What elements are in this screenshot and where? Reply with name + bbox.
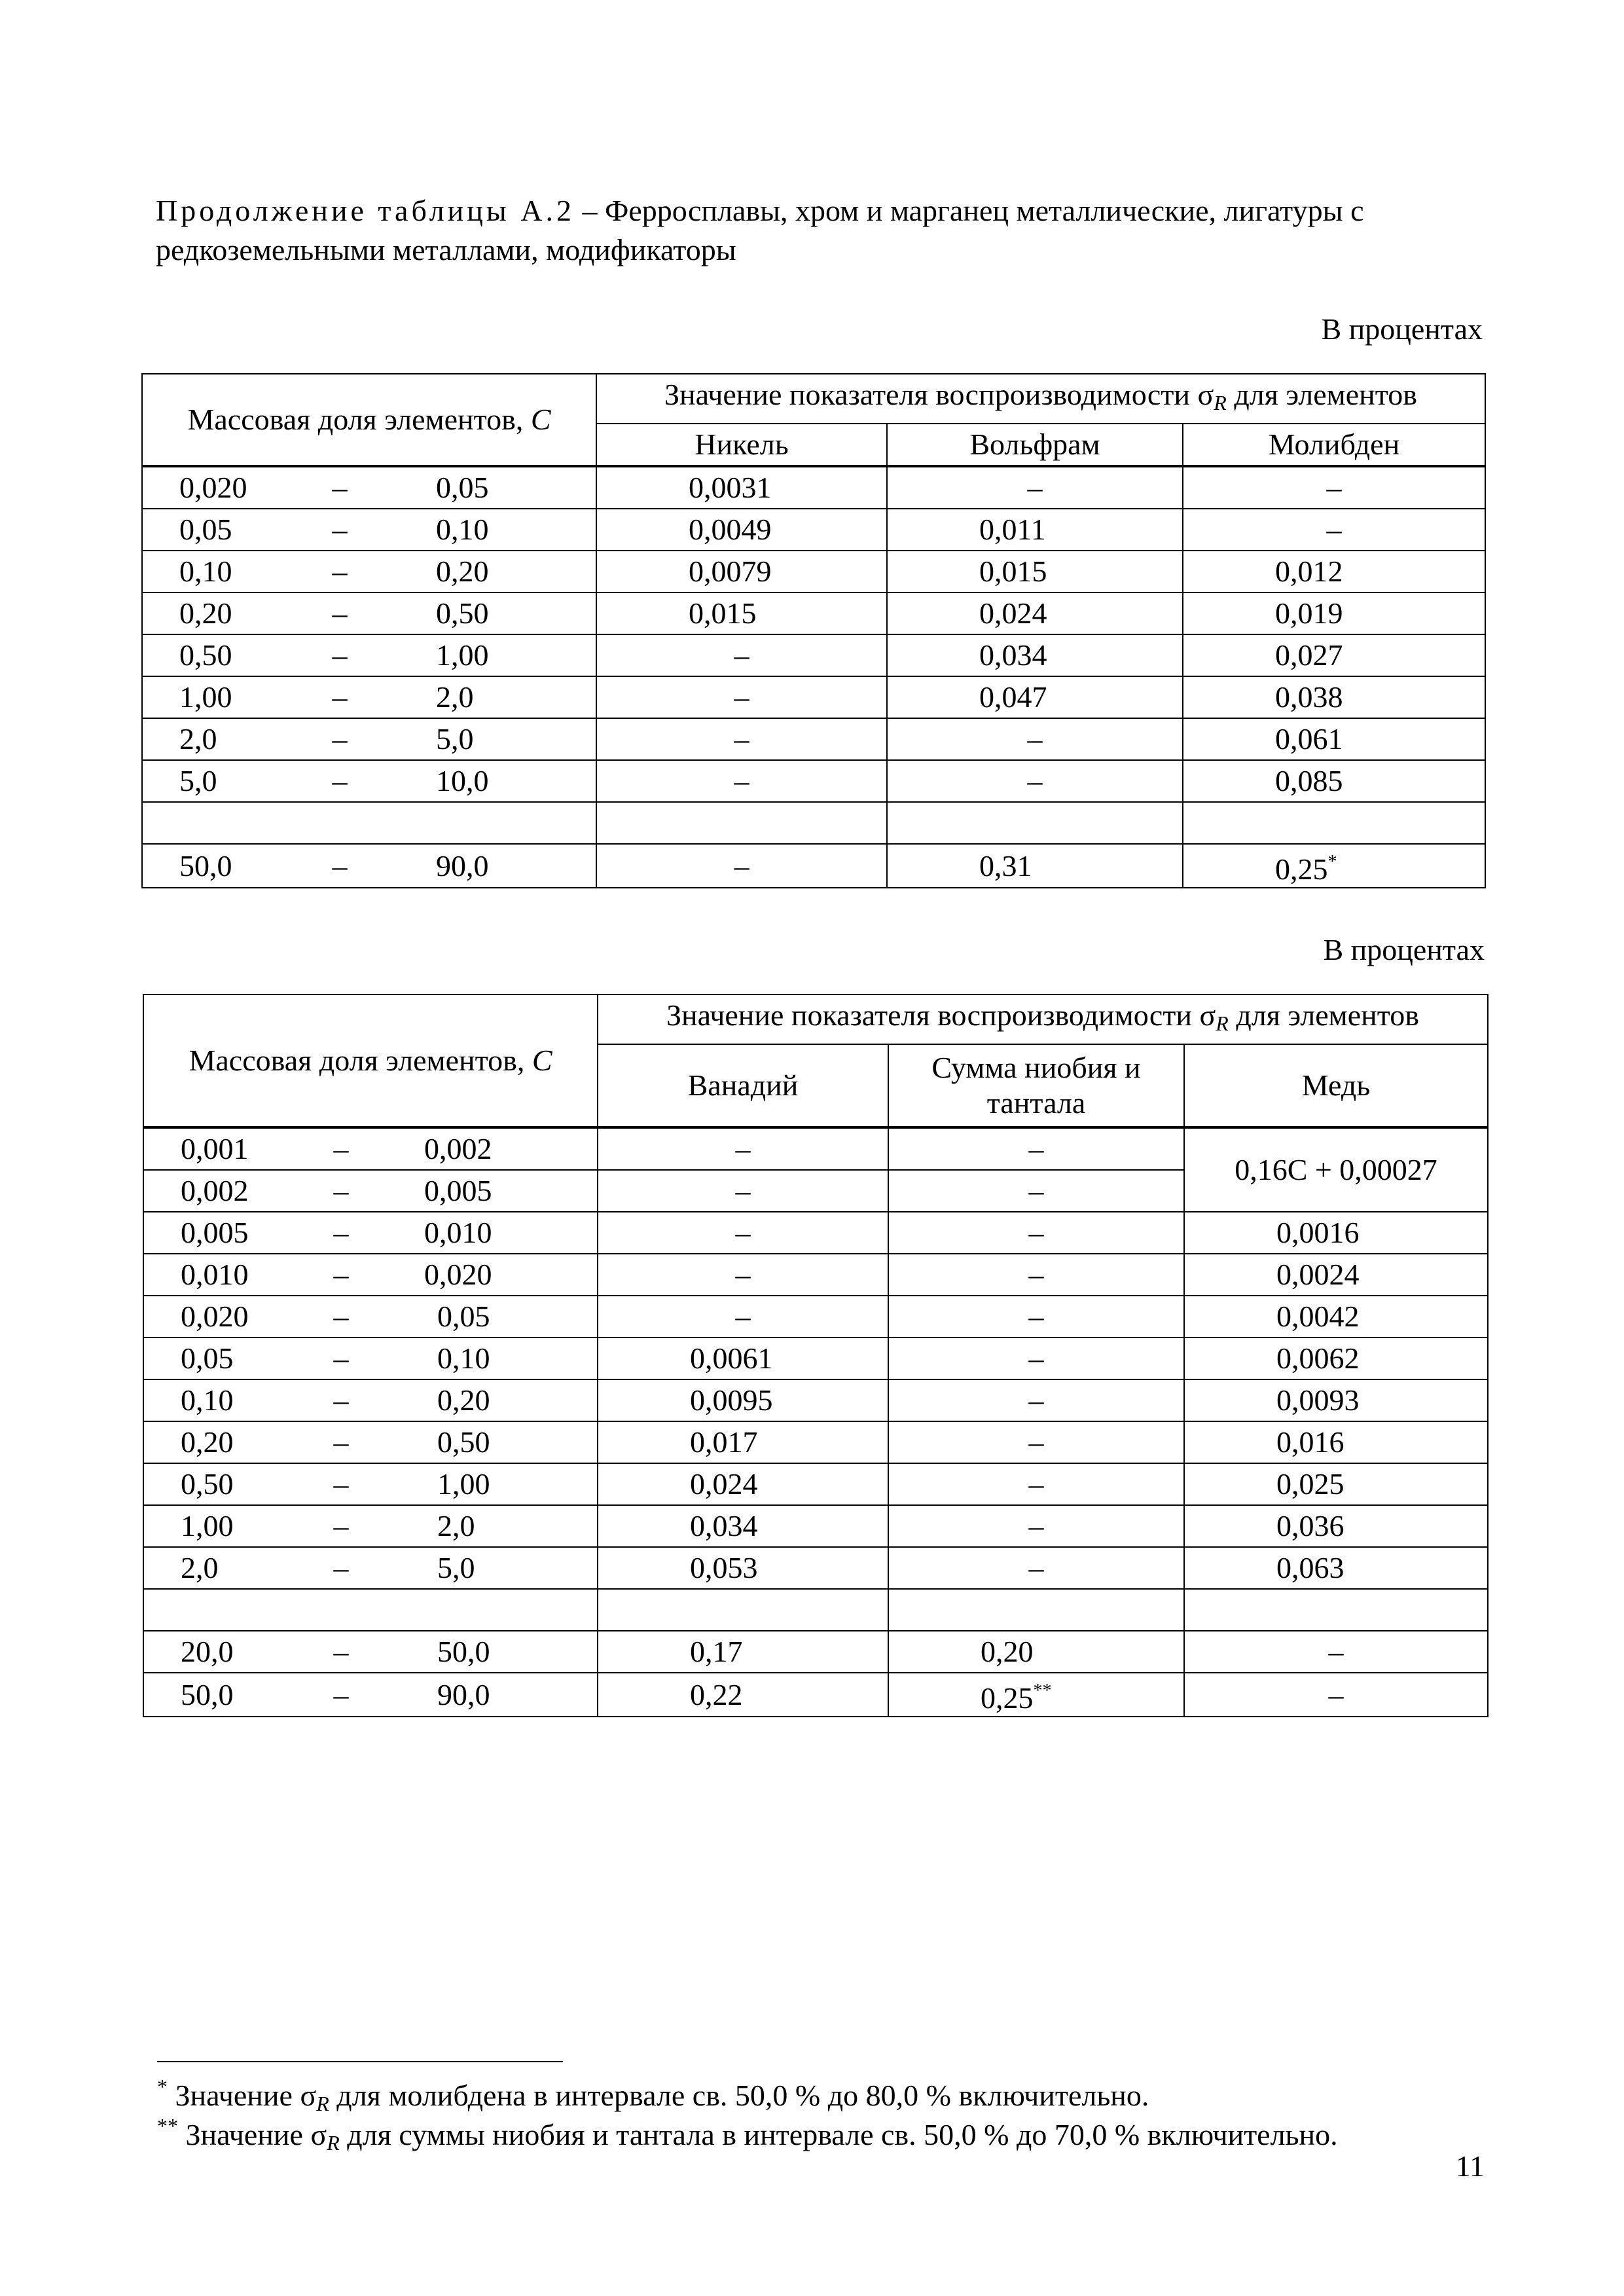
mass-range-cell [143,1421,598,1463]
value-cell: – [888,1212,1184,1254]
range-to: 0,020 [424,1258,492,1291]
value-cell: 0,0031 [596,466,887,509]
table-row [143,1673,1488,1717]
value-cell: 0,016 [1184,1421,1488,1463]
range-from: 0,50 [181,1467,234,1501]
range-from: 0,010 [181,1258,249,1291]
title-lead: Продолжение таблицы А.2 [156,194,575,227]
range-dash: – [333,1383,349,1417]
range-to: 0,05 [436,471,489,504]
value-cell: 0,0061 [598,1338,888,1379]
table-row-gap [143,1589,1488,1631]
table-row [142,844,1485,888]
value-cell: – [1184,1673,1488,1717]
range-from: 2,0 [181,1551,219,1584]
mass-range-cell [143,1673,598,1717]
value-cell: 0,027 [1183,634,1485,676]
table-row [142,676,1485,718]
value-cell: 0,20 [888,1631,1184,1673]
range-to: 2,0 [437,1509,475,1542]
table-row [143,1631,1488,1673]
value-cell: – [598,1212,888,1254]
value-cell: 0,025 [1184,1463,1488,1505]
value-cell: 0,053 [598,1547,888,1589]
footnote-2-text: Значение $\sigma_R$ для суммы ниобия и тантала в интервале св. 50,0 % до 70,0 % включительно. [185,2118,1338,2155]
range-to: 1,00 [436,638,489,672]
value-cell: – [1183,466,1485,509]
mass-range-cell [143,1547,598,1589]
table-row [142,718,1485,760]
value-cell: 0,017 [598,1421,888,1463]
value-cell: 0,25** [888,1673,1184,1717]
mass-range-cell [143,1170,598,1212]
table-row [143,1338,1488,1379]
range-dash: – [333,1509,349,1542]
merged-copper-formula-cell: 0,16C + 0,00027 [1184,1127,1488,1212]
mass-range-cell [143,1254,598,1296]
range-dash: – [332,680,348,714]
page-number: 11 [1455,2149,1485,2183]
range-to: 0,05 [437,1300,490,1333]
empty-cell [888,1589,1184,1631]
value-cell: 0,061 [1183,718,1485,760]
range-from: 0,002 [181,1174,249,1207]
mass-range-cell [143,1338,598,1379]
column-header-2: Медь [1184,1044,1488,1127]
range-from: 0,005 [181,1216,249,1249]
column-header-0: Ванадий [598,1044,888,1127]
range-to: 5,0 [436,722,474,756]
empty-cell [1184,1589,1488,1631]
mass-range-cell [142,718,596,760]
table-row [142,509,1485,551]
value-cell: 0,012 [1183,551,1485,592]
range-to: 0,50 [437,1425,490,1459]
range-to: 1,00 [437,1467,490,1501]
range-from: 50,0 [181,1677,234,1711]
value-cell: – [888,1421,1184,1463]
range-dash: – [332,638,348,672]
value-cell: 0,015 [887,551,1183,592]
column-header-0: Никель [596,424,887,466]
value-cell: – [887,718,1183,760]
value-cell: – [888,1505,1184,1547]
title-rest: – Ферросплавы, хром и марганец металлические, лигатуры с редкоземельными металлами, модификаторы [156,194,1364,266]
mass-range-cell [143,1296,598,1338]
value-cell: – [598,1254,888,1296]
range-to: 0,10 [436,513,489,546]
value-cell: – [598,1127,888,1170]
table-row [143,1505,1488,1547]
value-cell: 0,0016 [1184,1212,1488,1254]
range-dash: – [332,471,348,504]
value-cell: 0,0079 [596,551,887,592]
value-cell: – [888,1463,1184,1505]
value-cell: – [596,718,887,760]
value-cell: – [888,1379,1184,1421]
range-from: 1,00 [181,1509,234,1542]
range-to: 0,010 [424,1216,492,1249]
footnote-2-mark: ** [157,2114,178,2138]
range-dash: – [333,1551,349,1584]
value-cell: – [598,1170,888,1212]
table-row [142,466,1485,509]
range-dash: – [333,1677,349,1711]
range-from: 2,0 [179,722,217,756]
range-dash: – [332,513,348,546]
mass-range-cell [143,1505,598,1547]
range-to: 50,0 [437,1635,490,1668]
table-row [143,1379,1488,1421]
value-cell: – [1184,1631,1488,1673]
range-dash: – [332,555,348,588]
range-from: 0,020 [181,1300,249,1333]
footnote-separator [157,2061,563,2062]
range-to: 5,0 [437,1551,475,1584]
footnote-1-text: Значение $\sigma_R$ для молибдена в интервале св. 50,0 % до 80,0 % включительно. [175,2079,1149,2115]
table-vanadium-niobium-copper [143,994,1489,1717]
value-cell: – [1183,509,1485,551]
range-from: 0,05 [179,513,232,546]
column-header-1: Вольфрам [887,424,1183,466]
value-cell: 0,038 [1183,676,1485,718]
empty-cell [887,802,1183,844]
value-cell: 0,0062 [1184,1338,1488,1379]
table-nickel-tungsten-molybdenum [141,373,1486,888]
range-from: 5,0 [179,764,217,797]
value-cell: 0,019 [1183,592,1485,634]
value-cell: – [598,1296,888,1338]
value-cell: 0,024 [598,1463,888,1505]
column-header-1: Сумма ниобия и тантала [888,1044,1184,1127]
range-dash: – [333,1635,349,1668]
range-dash: – [333,1216,349,1249]
value-cell: 0,024 [887,592,1183,634]
range-dash: – [333,1467,349,1501]
range-to: 0,20 [436,555,489,588]
value-cell: – [596,676,887,718]
range-from: 0,20 [181,1425,234,1459]
value-cell: – [596,760,887,802]
table-row [142,551,1485,592]
header-mass-fraction: Массовая доля элементов, C [142,374,596,466]
range-to: 10,0 [436,764,489,797]
empty-cell [598,1589,888,1631]
range-dash: – [332,764,348,797]
header-mass-fraction: Массовая доля элементов, C [143,994,598,1127]
value-cell: – [888,1254,1184,1296]
empty-cell [143,1589,598,1631]
mass-range-cell [142,676,596,718]
value-cell: 0,0042 [1184,1296,1488,1338]
range-from: 20,0 [181,1635,234,1668]
value-cell: 0,0049 [596,509,887,551]
mass-range-cell [142,509,596,551]
value-cell: 0,034 [598,1505,888,1547]
mass-range-cell [143,1127,598,1170]
table-row [143,1547,1488,1589]
range-to: 0,50 [436,596,489,630]
range-dash: – [333,1300,349,1333]
mass-range-cell [142,592,596,634]
value-cell: – [888,1127,1184,1170]
value-cell: 0,036 [1184,1505,1488,1547]
range-from: 0,50 [179,638,232,672]
mass-range-cell [142,634,596,676]
value-cell: 0,31 [887,844,1183,888]
footnote-1-mark: * [157,2075,168,2098]
value-cell: – [596,844,887,888]
value-cell: 0,034 [887,634,1183,676]
table-continuation-title [156,191,1485,270]
table-row [142,592,1485,634]
value-cell: 0,063 [1184,1547,1488,1589]
range-from: 1,00 [179,680,232,714]
value-cell: 0,047 [887,676,1183,718]
range-to: 0,10 [437,1341,490,1375]
value-cell: 0,085 [1183,760,1485,802]
range-from: 0,10 [181,1383,234,1417]
empty-cell [142,802,596,844]
range-from: 0,001 [181,1132,249,1165]
table-row [143,1463,1488,1505]
value-cell: – [888,1338,1184,1379]
value-cell: 0,015 [596,592,887,634]
table-row-gap [142,802,1485,844]
value-cell: – [887,760,1183,802]
value-cell: – [887,466,1183,509]
mass-range-cell [142,466,596,509]
range-dash: – [332,848,348,883]
units-label-1: В процентах [1321,312,1483,346]
table-row [142,760,1485,802]
mass-range-cell [143,1379,598,1421]
value-cell: 0,17 [598,1631,888,1673]
value-cell: – [888,1547,1184,1589]
mass-range-cell [143,1631,598,1673]
range-dash: – [333,1258,349,1291]
header-reproducibility-group: Значение показателя воспроизводимости $\sigma_R$ для элементов [596,374,1485,424]
range-to: 0,002 [424,1132,492,1165]
table-row [143,1296,1488,1338]
column-header-2: Молибден [1183,424,1485,466]
mass-range-cell [142,551,596,592]
empty-cell [1183,802,1485,844]
value-cell: 0,0093 [1184,1379,1488,1421]
range-from: 0,10 [179,555,232,588]
range-dash: – [333,1425,349,1459]
mass-range-cell [143,1212,598,1254]
range-to: 90,0 [437,1677,490,1711]
value-cell: 0,011 [887,509,1183,551]
units-label-2: В процентах [1323,933,1485,966]
value-cell: – [888,1296,1184,1338]
header-reproducibility-group: Значение показателя воспроизводимости $\sigma_R$ для элементов [598,994,1488,1044]
range-from: 0,020 [179,471,247,504]
range-to: 90,0 [436,848,489,883]
table-row [143,1127,1488,1170]
range-to: 0,005 [424,1174,492,1207]
empty-cell [596,802,887,844]
range-from: 50,0 [179,848,232,883]
range-to: 2,0 [436,680,474,714]
range-dash: – [332,596,348,630]
value-cell: 0,0095 [598,1379,888,1421]
range-dash: – [332,722,348,756]
mass-range-cell [142,844,596,888]
value-cell: 0,25* [1183,844,1485,888]
table-row [143,1212,1488,1254]
footnote-2 [157,2108,1338,2160]
value-cell: 0,22 [598,1673,888,1717]
table-row [143,1254,1488,1296]
range-to: 0,20 [437,1383,490,1417]
value-cell: – [596,634,887,676]
range-from: 0,20 [179,596,232,630]
table-row [143,1421,1488,1463]
value-cell: – [888,1170,1184,1212]
range-dash: – [333,1174,349,1207]
table-row [142,634,1485,676]
range-from: 0,05 [181,1341,234,1375]
mass-range-cell [143,1463,598,1505]
range-dash: – [333,1132,349,1165]
mass-range-cell [142,760,596,802]
range-dash: – [333,1341,349,1375]
value-cell: 0,0024 [1184,1254,1488,1296]
